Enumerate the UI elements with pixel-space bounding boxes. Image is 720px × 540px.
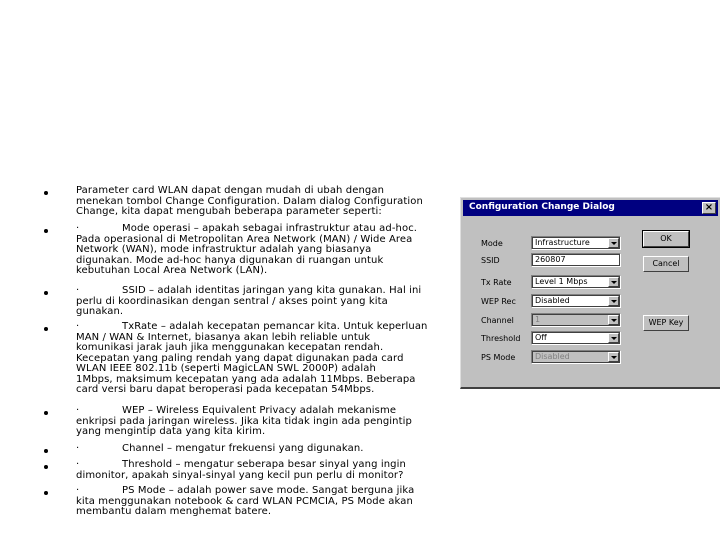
bullet-dot-icon — [44, 449, 48, 453]
bullet-text — [76, 322, 458, 396]
bullet-dot-icon — [44, 411, 48, 415]
bullet-text — [76, 486, 458, 518]
bullet-line: dimonitor, apakah sinyal-sinyal yang kecil pun perlu di monitor? — [76, 469, 404, 481]
bullet-dot-icon — [44, 465, 48, 469]
bullet-line — [76, 322, 458, 333]
bullet-line: perlu di koordinasikan dengan sentral / akses point yang kita — [76, 295, 388, 307]
bullet-line-text: Threshold – mengatur seberapa besar sinyal yang ingin — [122, 459, 406, 470]
chevron-down-icon[interactable] — [608, 238, 619, 248]
txrate-value: Level 1 Mbps — [535, 277, 588, 286]
bullet-line-text: Channel – mengatur frekuensi yang digunakan. — [122, 443, 364, 454]
bullet-line — [76, 486, 458, 497]
middle-dot-marker: · — [76, 285, 80, 296]
bullet-line: komunikasi jarak jauh jika menggunakan kecepatan rendah. — [76, 342, 384, 353]
bullet-line-text: SSID – adalah identitas jaringan yang kita gunakan. Hal ini — [122, 285, 422, 296]
bullet-line: gunakan. — [76, 306, 124, 317]
threshold-value: Off — [535, 333, 547, 342]
bullet-line: membantu dalam menghemat batere. — [76, 506, 272, 517]
ssid-input[interactable] — [531, 253, 621, 267]
bullet-line — [76, 406, 458, 417]
bullet-dot-icon — [44, 291, 48, 295]
txrate-label: Tx Rate — [481, 278, 512, 287]
bullet-line: menekan tombol Change Configuration. Dalam dialog Configuration — [76, 195, 423, 207]
close-button[interactable] — [702, 202, 716, 214]
bullet-line: Network (WAN), mode infrastruktur adalah yang biasanya — [76, 244, 372, 255]
bullet-line — [76, 224, 458, 235]
bullet-line-text: PS Mode – adalah power save mode. Sangat berguna jika — [122, 485, 415, 496]
threshold-select[interactable] — [531, 331, 621, 345]
bullet-line: card versi baru dapat beroperasi pada kecepatan 54Mbps. — [76, 384, 375, 395]
bullet-line: digunakan. Mode ad-hoc hanya digunakan di ruangan untuk — [76, 254, 384, 266]
cancel-button[interactable]: Cancel — [643, 256, 689, 272]
chevron-down-icon[interactable] — [608, 277, 619, 287]
bullet-line: Pada operasional di Metropolitan Area Network (MAN) / Wide Area — [76, 233, 413, 245]
psmode-select[interactable] — [531, 350, 621, 364]
mode-label: Mode — [481, 239, 503, 248]
bullet-text — [76, 224, 458, 277]
bullet-text — [76, 406, 458, 438]
bullet-text — [76, 444, 458, 455]
psmode-label: PS Mode — [481, 353, 516, 362]
txrate-select[interactable] — [531, 275, 621, 289]
channel-value: 1 — [535, 315, 541, 324]
bullet-text — [76, 186, 458, 218]
bullet-text — [76, 460, 458, 481]
bullet-dot-icon — [44, 229, 48, 233]
mode-value: Infrastructure — [535, 238, 590, 247]
chevron-down-icon[interactable] — [608, 296, 619, 306]
threshold-label: Threshold — [481, 334, 521, 343]
middle-dot-marker: · — [76, 405, 80, 416]
wep-value: Disabled — [535, 296, 570, 305]
bullet-line: WLAN IEEE 802.11b (seperti MagicLAN SWL 2000P) adalah — [76, 363, 376, 374]
bullet-line: Change, kita dapat mengubah beberapa parameter seperti: — [76, 206, 382, 217]
bullet-line: Parameter card WLAN dapat dengan mudah di ubah dengan — [76, 185, 385, 196]
bullet-line: kita menggunakan notebook & card WLAN PCMCIA, PS Mode akan — [76, 495, 413, 507]
bullet-line: 1Mbps, maksimum kecepatan yang ada adalah 11Mbps. Beberapa — [76, 373, 416, 385]
ok-button[interactable]: OK — [643, 231, 689, 247]
bullet-line: Kecepatan yang paling rendah yang dapat digunakan pada card — [76, 352, 404, 364]
psmode-value: Disabled — [535, 352, 570, 361]
bullet-dot-icon — [44, 491, 48, 495]
close-icon: × — [704, 202, 714, 213]
bullet-line: kebutuhan Local Area Network (LAN). — [76, 265, 268, 276]
bullet-line: MAN / WAN & Internet, biasanya akan lebih reliable untuk — [76, 331, 371, 343]
dialog-titlebar[interactable] — [463, 200, 718, 216]
middle-dot-marker: · — [76, 443, 80, 454]
bullet-line-text: TxRate – adalah kecepatan pemancar kita. Untuk keperluan — [122, 321, 428, 332]
wep-select[interactable] — [531, 294, 621, 308]
chevron-down-icon[interactable] — [608, 333, 619, 343]
wep-label: WEP Rec — [481, 297, 516, 306]
bullet-line — [76, 460, 458, 471]
channel-label: Channel — [481, 316, 514, 325]
bullet-line: enkripsi pada jaringan wireless. Jika kita tidak ingin ada pengintip — [76, 415, 412, 427]
bullet-line-text: WEP – Wireless Equivalent Privacy adalah mekanisme — [122, 405, 397, 416]
middle-dot-marker: · — [76, 223, 80, 234]
bullet-dot-icon — [44, 191, 48, 195]
channel-select[interactable] — [531, 313, 621, 327]
bullet-line — [76, 286, 458, 297]
mode-select[interactable] — [531, 236, 621, 250]
configuration-change-dialog — [460, 197, 720, 389]
wep-key-button[interactable]: WEP Key — [643, 315, 689, 331]
ssid-value: 260807 — [535, 255, 566, 264]
middle-dot-marker: · — [76, 459, 80, 470]
chevron-down-icon[interactable] — [608, 352, 619, 362]
bullet-line-text: Mode operasi – apakah sebagai infrastruktur atau ad-hoc. — [122, 223, 418, 234]
dialog-title: Configuration Change Dialog — [469, 202, 615, 212]
bullet-line: yang mengintip data yang kita kirim. — [76, 426, 266, 437]
bullet-dot-icon — [44, 327, 48, 331]
bullet-line — [76, 444, 458, 455]
bullet-text — [76, 286, 458, 318]
chevron-down-icon[interactable] — [608, 315, 619, 325]
ssid-label: SSID — [481, 256, 500, 265]
middle-dot-marker: · — [76, 485, 80, 496]
middle-dot-marker: · — [76, 321, 80, 332]
